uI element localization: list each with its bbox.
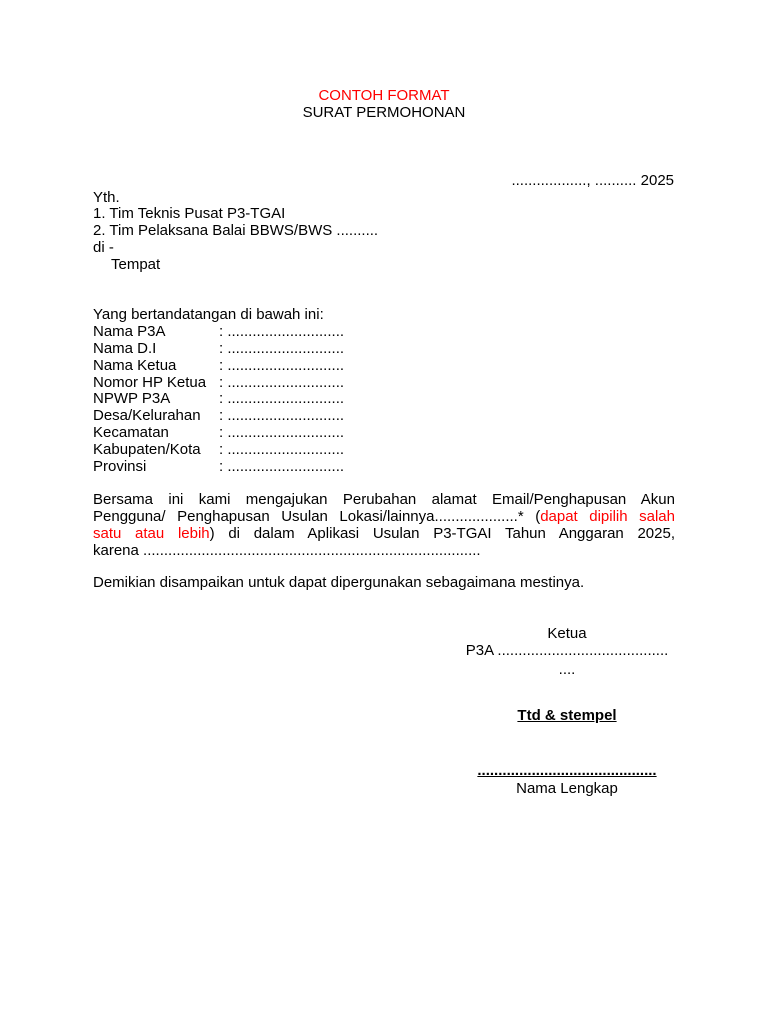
field-value-blank: : ............................ bbox=[219, 424, 345, 441]
field-value-blank: : ............................ bbox=[219, 340, 345, 357]
field-value-blank: : ............................ bbox=[219, 323, 345, 340]
field-value-blank: : ............................ bbox=[219, 390, 345, 407]
paragraph-line bbox=[93, 525, 675, 542]
paragraph-text: Pengguna/ Penghapusan Usulan Lokasi/lainnya....................* ( bbox=[93, 508, 541, 525]
field-label: NPWP P3A bbox=[93, 390, 171, 407]
recipient-line-2: 2. Tim Pelaksana Balai BBWS/BWS .......... bbox=[93, 222, 379, 239]
field-label: Nama D.I bbox=[93, 340, 157, 357]
paragraph-text: ) di dalam Aplikasi Usulan P3-TGAI Tahun Anggaran 2025, bbox=[209, 525, 675, 542]
paragraph-line: Bersama ini kami mengajukan Perubahan alamat Email/Penghapusan Akun bbox=[93, 491, 675, 508]
field-value-blank: : ............................ bbox=[219, 407, 345, 424]
paragraph-line bbox=[93, 508, 675, 525]
intro-text: Yang bertandatangan di bawah ini: bbox=[93, 306, 324, 323]
format-label: CONTOH FORMAT bbox=[318, 87, 450, 104]
signature-organization: P3A ......................................... bbox=[465, 642, 669, 659]
closing-sentence: Demikian disampaikan untuk dapat dipergunakan sebagaimana mestinya. bbox=[93, 574, 585, 591]
recipient-salutation: Yth. bbox=[93, 189, 120, 206]
request-paragraph bbox=[93, 491, 675, 559]
letter-title: SURAT PERMOHONAN bbox=[302, 104, 466, 121]
signature-role: Ketua bbox=[547, 625, 587, 642]
date-line: .................., .......... 2025 bbox=[511, 172, 674, 189]
field-label: Desa/Kelurahan bbox=[93, 407, 201, 424]
paragraph-note-red: satu atau lebih bbox=[93, 525, 210, 542]
field-value-blank: : ............................ bbox=[219, 441, 345, 458]
field-label: Nama P3A bbox=[93, 323, 166, 340]
field-label: Nomor HP Ketua bbox=[93, 374, 207, 391]
field-label: Provinsi bbox=[93, 458, 147, 475]
signature-organization-continued: .... bbox=[558, 661, 576, 678]
signature-name-label: Nama Lengkap bbox=[516, 780, 618, 797]
field-label: Nama Ketua bbox=[93, 357, 177, 374]
field-value-blank: : ............................ bbox=[219, 458, 345, 475]
recipient-line-1: 1. Tim Teknis Pusat P3-TGAI bbox=[93, 205, 286, 222]
recipient-place: Tempat bbox=[111, 256, 161, 273]
recipient-location-prefix: di - bbox=[93, 239, 114, 256]
field-label: Kabupaten/Kota bbox=[93, 441, 201, 458]
field-value-blank: : ............................ bbox=[219, 357, 345, 374]
stamp-note: Ttd & stempel bbox=[517, 707, 617, 724]
field-label: Kecamatan bbox=[93, 424, 169, 441]
paragraph-note-red: dapat dipilih salah bbox=[540, 508, 675, 525]
paragraph-line: karena ................................................................................. bbox=[93, 542, 481, 559]
signature-name-line: ........................................... bbox=[477, 762, 657, 779]
field-value-blank: : ............................ bbox=[219, 374, 345, 391]
